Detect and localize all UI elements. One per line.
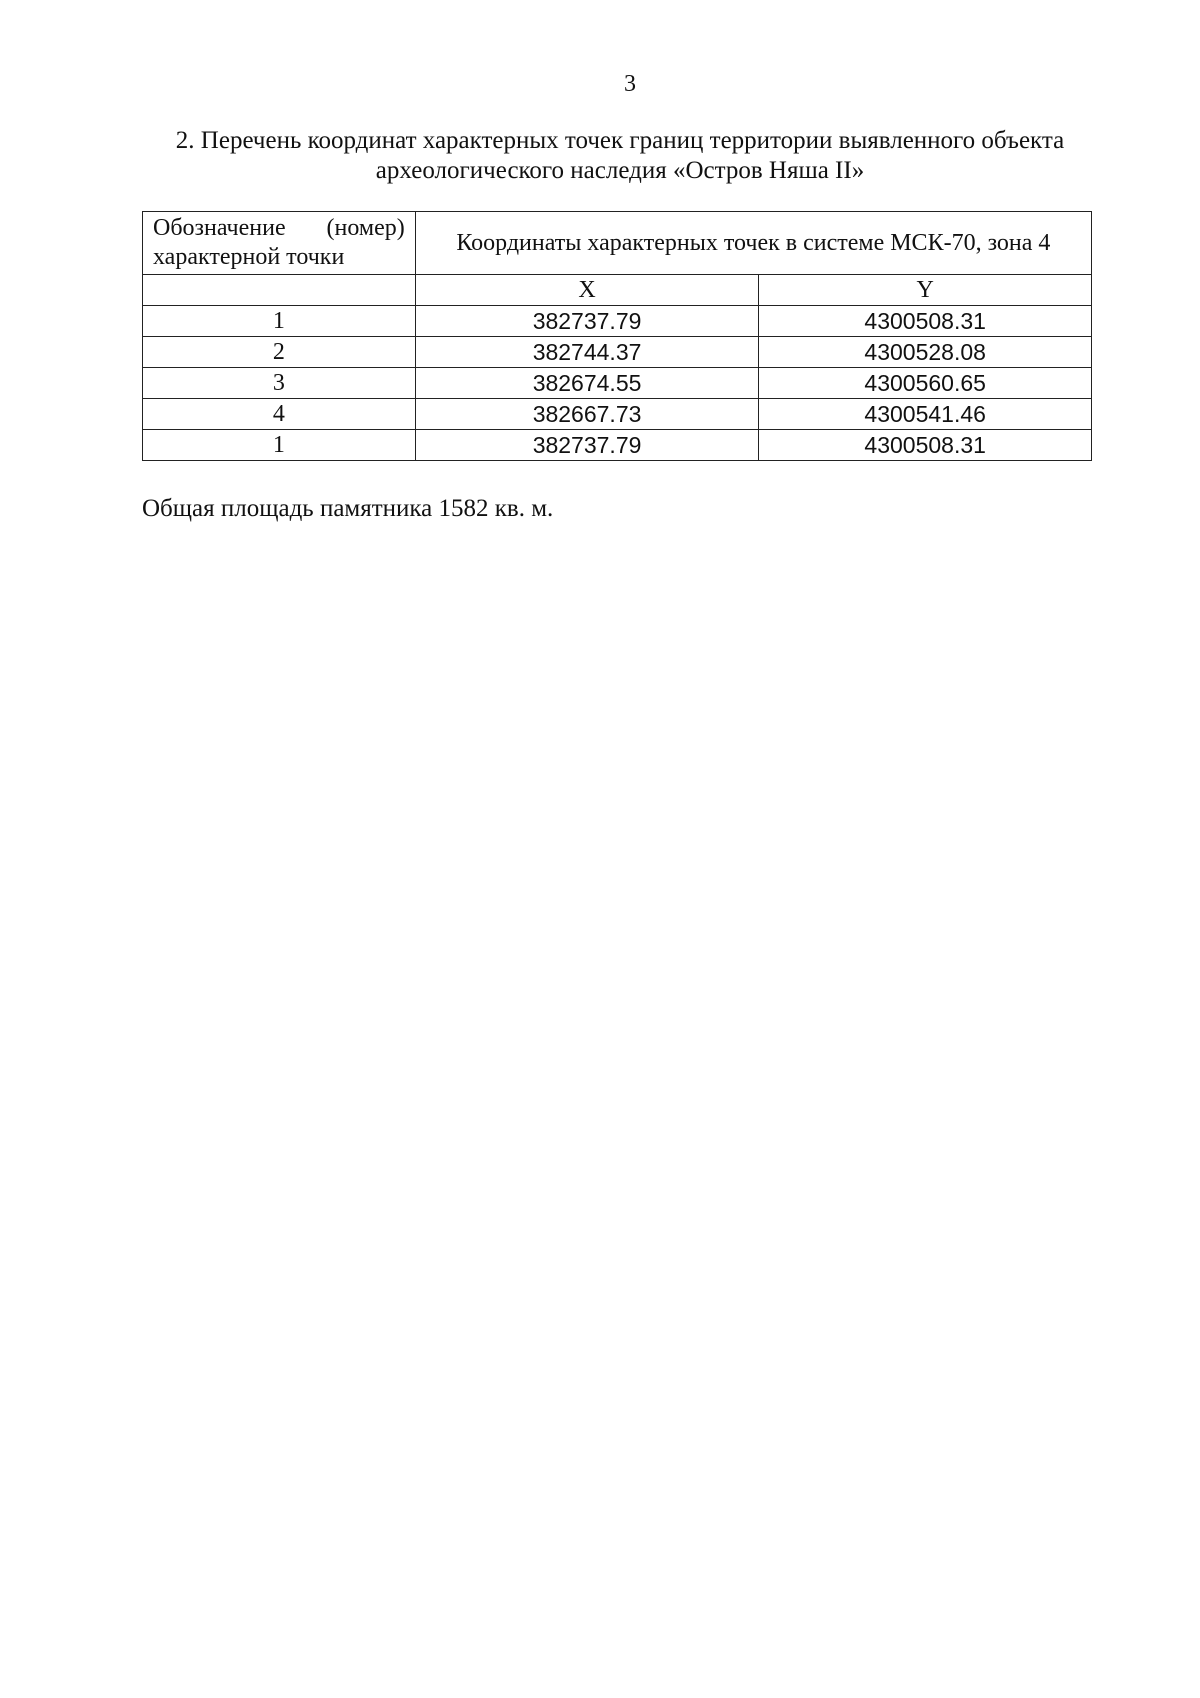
point-cell: 1 — [143, 306, 416, 337]
page-number: 3 — [624, 71, 636, 97]
section-title-line-1: 2. Перечень координат характерных точек границ территории выявленного объекта — [175, 127, 1065, 154]
x-cell: 382667.73 — [415, 399, 759, 430]
point-cell: 4 — [143, 399, 416, 430]
y-cell: 4300560.65 — [759, 368, 1092, 399]
table-row — [143, 306, 1092, 337]
y-column-header: Y — [759, 275, 1092, 306]
table-header-row — [143, 212, 1092, 275]
point-cell: 2 — [143, 337, 416, 368]
y-cell: 4300541.46 — [759, 399, 1092, 430]
section-title-line-2: археологического наследия «Остров Няша II» — [375, 157, 865, 184]
x-cell: 382674.55 — [415, 368, 759, 399]
empty-header-cell — [143, 275, 416, 306]
point-cell: 3 — [143, 368, 416, 399]
coordinates-table — [142, 211, 1092, 461]
section-title — [140, 126, 1100, 186]
x-cell: 382737.79 — [415, 430, 759, 461]
x-cell: 382744.37 — [415, 337, 759, 368]
y-cell: 4300528.08 — [759, 337, 1092, 368]
table-row — [143, 337, 1092, 368]
y-cell: 4300508.31 — [759, 306, 1092, 337]
table-row — [143, 430, 1092, 461]
x-column-header: X — [415, 275, 759, 306]
table-row — [143, 368, 1092, 399]
y-cell: 4300508.31 — [759, 430, 1092, 461]
table-axis-row — [143, 275, 1092, 306]
x-cell: 382737.79 — [415, 306, 759, 337]
designation-header: Обозначение (номер) характерной точки — [143, 212, 416, 275]
coordinates-header: Координаты характерных точек в системе МСК-70, зона 4 — [415, 212, 1091, 275]
table-row — [143, 399, 1092, 430]
point-cell: 1 — [143, 430, 416, 461]
total-area-text: Общая площадь памятника 1582 кв. м. — [142, 495, 554, 522]
